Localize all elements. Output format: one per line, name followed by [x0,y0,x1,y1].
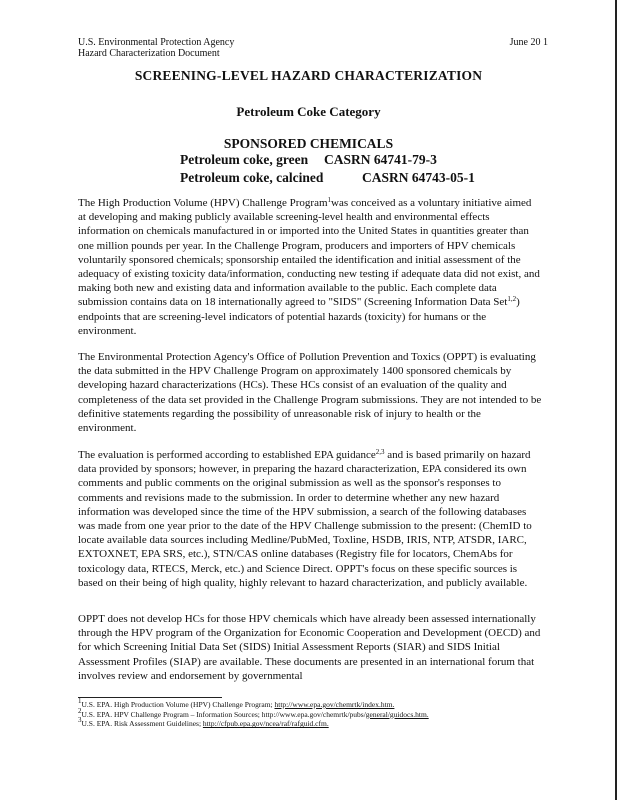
document-title: SCREENING-LEVEL HAZARD CHARACTERIZATION [134,68,483,83]
chemical-casrn: CASRN 64743-05-1 [362,170,475,185]
chemical-casrn: CASRN 64741-79-3 [324,152,437,167]
paragraph-text: was conceived as a voluntary initiative aimed at developing and making publicly available screening-level health and environmental effects information on chemicals manufactured in or imported into the United States in quantities greater than one million pounds per year. In the Challenge Program, producers and importers of HPV chemicals voluntarily sponsored chemicals; sponsorship entailed the identification and initial assessment of the adequacy of existing toxicity data/information, conducting new testing if adequate data did not exist, and making both new and existing data and information available to the public. Each complete data submission contains data on 18 internationally agreed to "SIDS" (Screening Information Data Set [78,197,540,309]
footnotes [78,697,558,729]
paragraph-text: and is based primarily on hazard data provided by sponsors; however, in preparing the hazard characterization, EPA considered its own comments and public comments on the original submission as well as the sponsor's responses to comments and revisions made to the submission. In order to determine whether any new hazard information was developed since the time of the HPV submission, a search of the following databases was made from one year prior to the date of the HPV Challenge submission to the present: (ChemID to locate available data sources including Medline/PubMed, Toxline, HSDB, IRIS, NTP, ATSDR, IARC, EXTOXNET, EPA SRS, etc.), STN/CAS online databases (Registry file for locators, ChemAbs for toxicology data, RTECS, Merck, etc.) and Science Direct. OPPT's focus on these specific sources is based on their being of high quality, highly relevant to hazard characterization, and publicly available. [78,449,532,589]
paragraph-text: The Environmental Protection Agency's Office of Pollution Prevention and Toxics (OPPT) is evaluating the data submitted in the HPV Challenge Program on approximately 1400 sponsored chemicals by developing hazard characterizations (HCs). These HCs consist of an evaluation of the quality and completeness of the data set provided in the Challenge Program submissions. They are not intended to be definitive statements regarding the possibility of unreasonable risk of injury to health or the environment. [78,351,542,435]
header-date: June 20 1 [509,37,548,48]
paragraph-hpv-program [78,196,542,338]
footnote-text: U.S. EPA. High Production Volume (HPV) Challenge Program; [81,700,275,709]
paragraph-oppt-evaluation [78,350,542,435]
paragraph-evaluation-method [78,448,542,590]
footnote-link[interactable]: general/guidocs.htm. [365,709,429,719]
chemical-entry [180,152,437,168]
paragraph-oecd [78,612,542,683]
paragraph-text: OPPT does not develop HCs for those HPV chemicals which have already been assessed internationally through the HPV program of the Organization for Economic Cooperation and Development (OECD) and for which Screening Initial Data Set (SIDS) Initial Assessment Reports (SIAR) and SIDS Initial Assessment Profiles (SIAP) are available. These documents are presented in an international forum that involves review and endorsement by governmental [78,613,541,682]
footnote-number: 1 [78,697,82,705]
sponsored-chemicals-heading: SPONSORED CHEMICALS [223,136,394,151]
header-agency: U.S. Environmental Protection Agency [78,37,235,48]
footnote [78,706,558,720]
header-doc-type: Hazard Characterization Document [78,48,220,59]
footnote-divider [78,697,222,698]
chemical-name: Petroleum coke, calcined [180,170,324,185]
footnote-ref: 2,3 [375,448,385,456]
footnote-number: 2 [78,706,82,715]
paragraph-text: The High Production Volume (HPV) Challenge Program [78,197,328,209]
footnote-ref: 1,2 [507,295,517,304]
footnote [78,697,558,710]
footnote-text: U.S. EPA. HPV Challenge Program – Information Sources; http://www.epa.gov/chemrtk/pubs/ [81,709,366,719]
footnote-link[interactable]: http://www.epa.gov/chemrtk/index.htm. [274,700,395,709]
footnote-link[interactable]: http://cfpub.epa.gov/ncea/raf/rafguid.cfm. [202,719,329,729]
footnote-text: U.S. EPA. Risk Assessment Guidelines; [81,719,203,729]
paragraph-text: ) endpoints that are screening-level indicators of potential hazards (toxicity) for humans or the environment. [78,296,520,337]
footnote-number: 3 [78,716,82,725]
category-heading: Petroleum Coke Category [236,104,381,119]
paragraph-text: The evaluation is performed according to established EPA guidance [78,449,376,461]
page-header [78,37,548,59]
chemical-name: Petroleum coke, green [180,152,309,167]
footnote-ref: 1 [327,196,332,204]
chemical-entry [180,170,475,186]
footnote [78,716,558,729]
